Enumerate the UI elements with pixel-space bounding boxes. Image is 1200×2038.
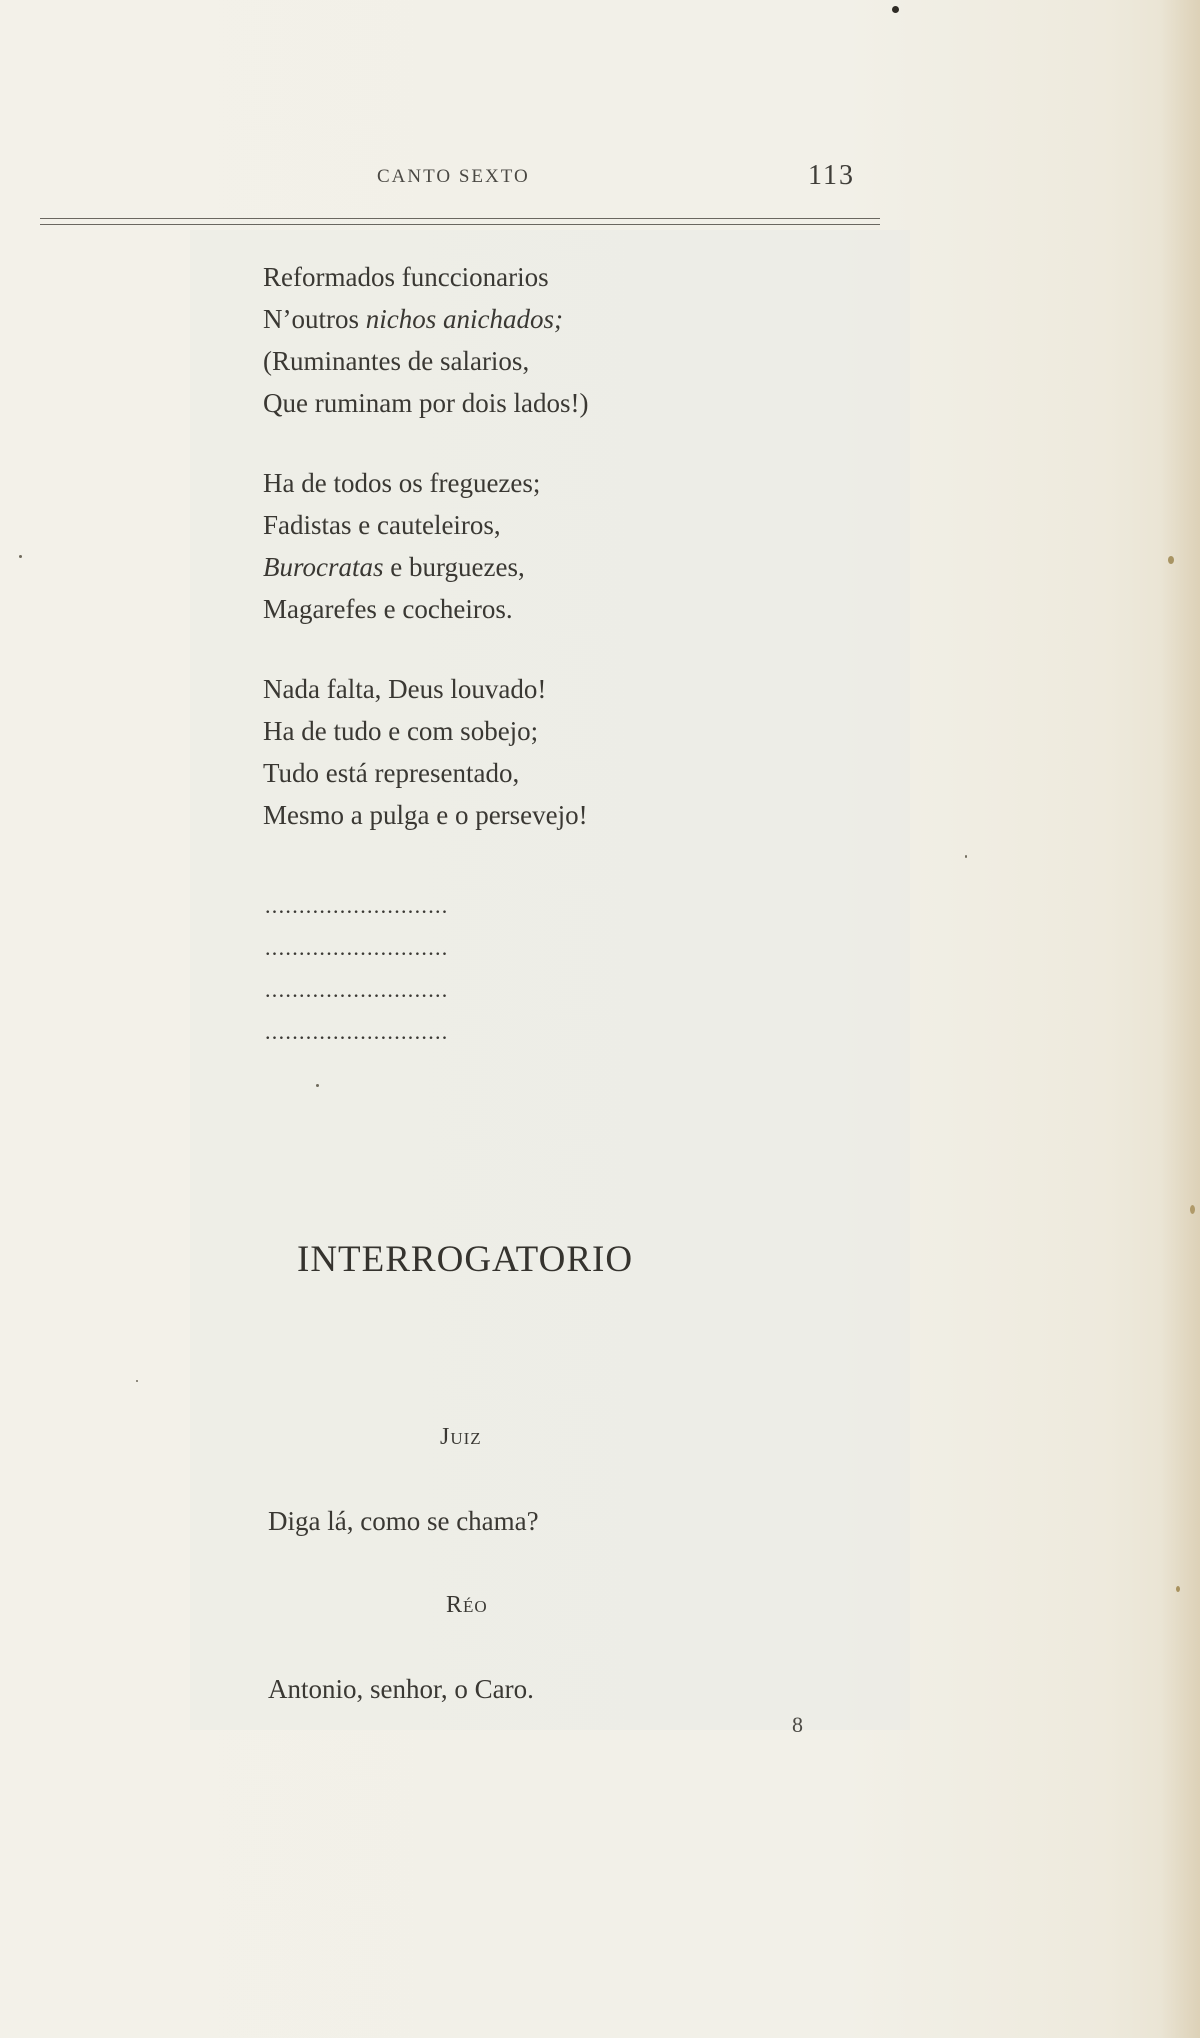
verse-text: Que ruminam por dois lados!) xyxy=(263,388,589,418)
verse-line xyxy=(263,504,540,546)
verse-text-italic: Burocratas xyxy=(263,552,384,582)
verse-line xyxy=(263,256,588,298)
verse-line xyxy=(263,794,588,836)
verse-line xyxy=(263,752,588,794)
verse-line xyxy=(263,546,540,588)
speaker-juiz: Juiz xyxy=(440,1424,482,1450)
header-rule-bottom xyxy=(40,224,880,225)
verse-line xyxy=(263,710,588,752)
ink-speck xyxy=(316,1084,319,1087)
speech-line: Antonio, senhor, o Caro. xyxy=(268,1674,534,1704)
ellipsis-line: ........................... xyxy=(265,935,449,960)
verse-text: Reformados funccionarios xyxy=(263,262,549,292)
verse-text: (Ruminantes de salarios, xyxy=(263,346,530,376)
foxing-spot xyxy=(1190,1205,1195,1214)
verse-text-italic: nichos anichados; xyxy=(365,304,563,334)
stanza-3 xyxy=(263,668,588,836)
verse-line xyxy=(263,462,540,504)
ink-speck xyxy=(892,6,899,13)
signature-mark: 8 xyxy=(792,1712,803,1737)
foxing-spot xyxy=(1168,556,1174,564)
verse-line xyxy=(263,340,588,382)
ink-speck xyxy=(19,555,22,558)
verse-line xyxy=(263,298,588,340)
verse-text: Ha de todos os freguezes; xyxy=(263,468,541,498)
ellipsis-line: ........................... xyxy=(265,977,449,1002)
ellipsis-block xyxy=(265,885,449,1053)
speech-line: Diga lá, como se chama? xyxy=(268,1506,539,1536)
speaker-reo: Réo xyxy=(446,1592,488,1618)
verse-text: Mesmo a pulga e o persevejo! xyxy=(263,800,588,830)
foxing-spot xyxy=(1176,1586,1180,1592)
section-title: INTERROGATORIO xyxy=(297,1239,634,1280)
verse-line xyxy=(263,588,540,630)
verse-text: Tudo está representado, xyxy=(263,758,520,788)
page-number: 113 xyxy=(808,160,855,191)
verse-line xyxy=(263,382,588,424)
verse-text: Nada falta, Deus louvado! xyxy=(263,674,547,704)
ellipsis-line: ........................... xyxy=(265,893,449,918)
verse-text: Magarefes e cocheiros. xyxy=(263,594,513,624)
verse-text: e burguezes, xyxy=(383,552,525,582)
stanza-2 xyxy=(263,462,540,630)
ink-speck xyxy=(136,1380,138,1382)
page-edge-stain xyxy=(1160,0,1200,2038)
ellipsis-line: ........................... xyxy=(265,1019,449,1044)
verse-text: Fadistas e cauteleiros, xyxy=(263,510,501,540)
running-head: CANTO SEXTO xyxy=(377,166,530,187)
page-header xyxy=(40,160,880,200)
header-rule-top xyxy=(40,218,880,219)
verse-line xyxy=(263,668,588,710)
stanza-1 xyxy=(263,256,588,424)
verse-text: Ha de tudo e com sobejo; xyxy=(263,716,539,746)
ink-speck xyxy=(965,855,967,858)
verse-text: N’outros xyxy=(263,304,366,334)
